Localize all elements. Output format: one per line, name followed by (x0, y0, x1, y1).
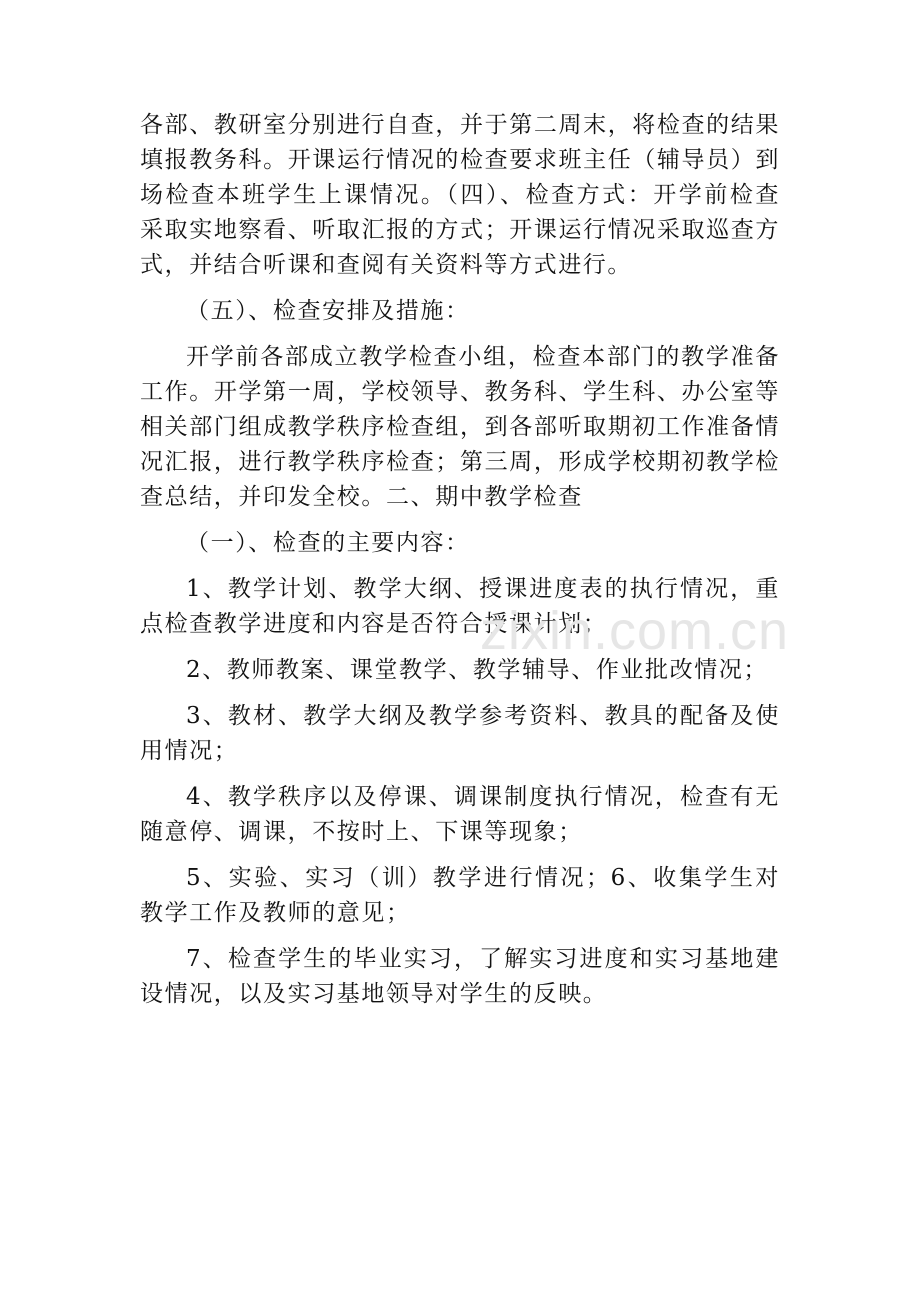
list-item: 5、实验、实习（训）教学进行情况；6、收集学生对教学工作及教师的意见； (140, 865, 780, 926)
list-item: 1、教学计划、教学大纲、授课进度表的执行情况，重点检查教学进度和内容是否符合授课计划； (140, 576, 780, 637)
list-item: 4、教学秩序以及停课、调课制度执行情况，检查有无随意停、调课，不按时上、下课等现象； (140, 784, 780, 845)
list-item: 3、教材、教学大纲及教学参考资料、教具的配备及使用情况； (140, 703, 780, 764)
section-heading: （五）、检查安排及措施： (186, 298, 470, 324)
list-item: 7、检查学生的毕业实习，了解实习进度和实习基地建设情况，以及实习基地领导对学生的反映。 (140, 946, 780, 1007)
document-body (140, 108, 780, 1012)
section-heading: （一）、检查的主要内容： (186, 530, 470, 556)
paragraph: 开学前各部成立教学检查小组，检查本部门的教学准备工作。开学第一周，学校领导、教务科、学生科、办公室等相关部门组成教学秩序检查组，到各部听取期初工作准备情况汇报，进行教学秩序检查；第三周，形成学校期初教学检查总结，并印发全校。二、期中教学检查 (140, 344, 780, 510)
watermark-text: zixin.com.cn (480, 601, 790, 661)
list-item: 2、教师教案、课堂教学、教学辅导、作业批改情况； (186, 657, 769, 683)
paragraph: 各部、教研室分别进行自查，并于第二周末，将检查的结果填报教务科。开课运行情况的检查要求班主任（辅导员）到场检查本班学生上课情况。（四）、检查方式：开学前检查采取实地察看、听取汇报的方式；开课运行情况采取巡查方式，并结合听课和查阅有关资料等方式进行。 (140, 112, 780, 278)
